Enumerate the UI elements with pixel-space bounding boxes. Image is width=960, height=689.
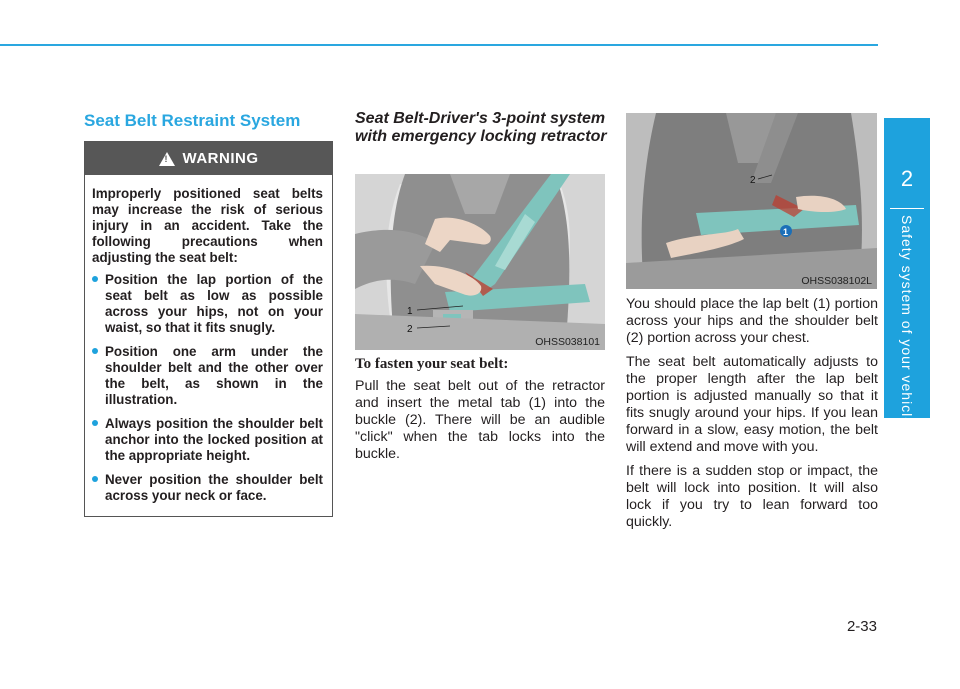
warning-list — [92, 272, 323, 504]
paragraph: You should place the lap belt (1) portion across your hips and the shoulder belt (2) portion across your chest. — [626, 296, 878, 346]
bullet-icon — [92, 476, 98, 482]
callout-2: 2 — [750, 175, 756, 186]
page-number: 2-33 — [846, 618, 877, 635]
callout-1: 1 — [783, 227, 789, 237]
warning-item: Position one arm under the shoulder belt and the other over the belt, as shown in the illustration. — [92, 344, 323, 408]
fasten-text: Pull the seat belt out of the retractor and insert the metal tab (1) into the buckle (2). There will be an audible "click" when the tab locks into the buckle. — [355, 378, 605, 462]
warning-triangle-icon — [159, 152, 175, 166]
section-heading: Seat Belt Restraint System — [84, 111, 301, 130]
chapter-tab-divider — [890, 208, 924, 209]
warning-body — [85, 175, 332, 504]
paragraph: If there is a sudden stop or impact, the belt will lock into position. It will also lock if you try to lean forward too quickly. — [626, 463, 878, 530]
top-rule — [0, 44, 878, 46]
chapter-title: Safety system of your vehicle — [899, 215, 915, 427]
paragraph: The seat belt automatically adjusts to the proper length after the lap belt portion is adjusted manually so that it fits snugly around your hips. If you lean forward in a slow, easy motion, the belt will extend and move with you. — [626, 354, 878, 455]
chapter-tab[interactable] — [884, 118, 930, 427]
figure-fasten-belt — [355, 174, 605, 350]
bullet-icon — [92, 276, 98, 282]
warning-item: Position the lap portion of the seat belt as low as possible across your hips, not on your waist, so that it fits snugly. — [92, 272, 323, 336]
figure-code: OHSS038101 — [535, 336, 600, 348]
warning-header — [85, 142, 332, 175]
warning-item: Always position the shoulder belt anchor into the locked position at the appropriate height. — [92, 416, 323, 464]
figure-code: OHSS038102L — [801, 275, 872, 287]
seat-belt-position-illustration — [626, 113, 877, 289]
subsection-title: Seat Belt-Driver's 3-point system with emergency locking retractor — [355, 110, 607, 145]
warning-title: WARNING — [182, 150, 259, 167]
warning-intro: Improperly positioned seat belts may increase the risk of serious injury in an accident. Take the following precautions when adjusting the seat belt: — [92, 186, 323, 265]
bullet-icon — [92, 420, 98, 426]
warning-item: Never position the shoulder belt across your neck or face. — [92, 472, 323, 504]
callout-2: 2 — [407, 324, 413, 335]
bullet-icon — [92, 348, 98, 354]
fasten-heading: To fasten your seat belt: — [355, 356, 509, 372]
chapter-number: 2 — [900, 166, 914, 191]
seat-belt-illustration — [355, 174, 605, 350]
warning-box — [84, 141, 333, 517]
callout-1: 1 — [407, 306, 413, 317]
figure-belt-position — [626, 113, 877, 289]
right-column-text — [626, 296, 878, 538]
